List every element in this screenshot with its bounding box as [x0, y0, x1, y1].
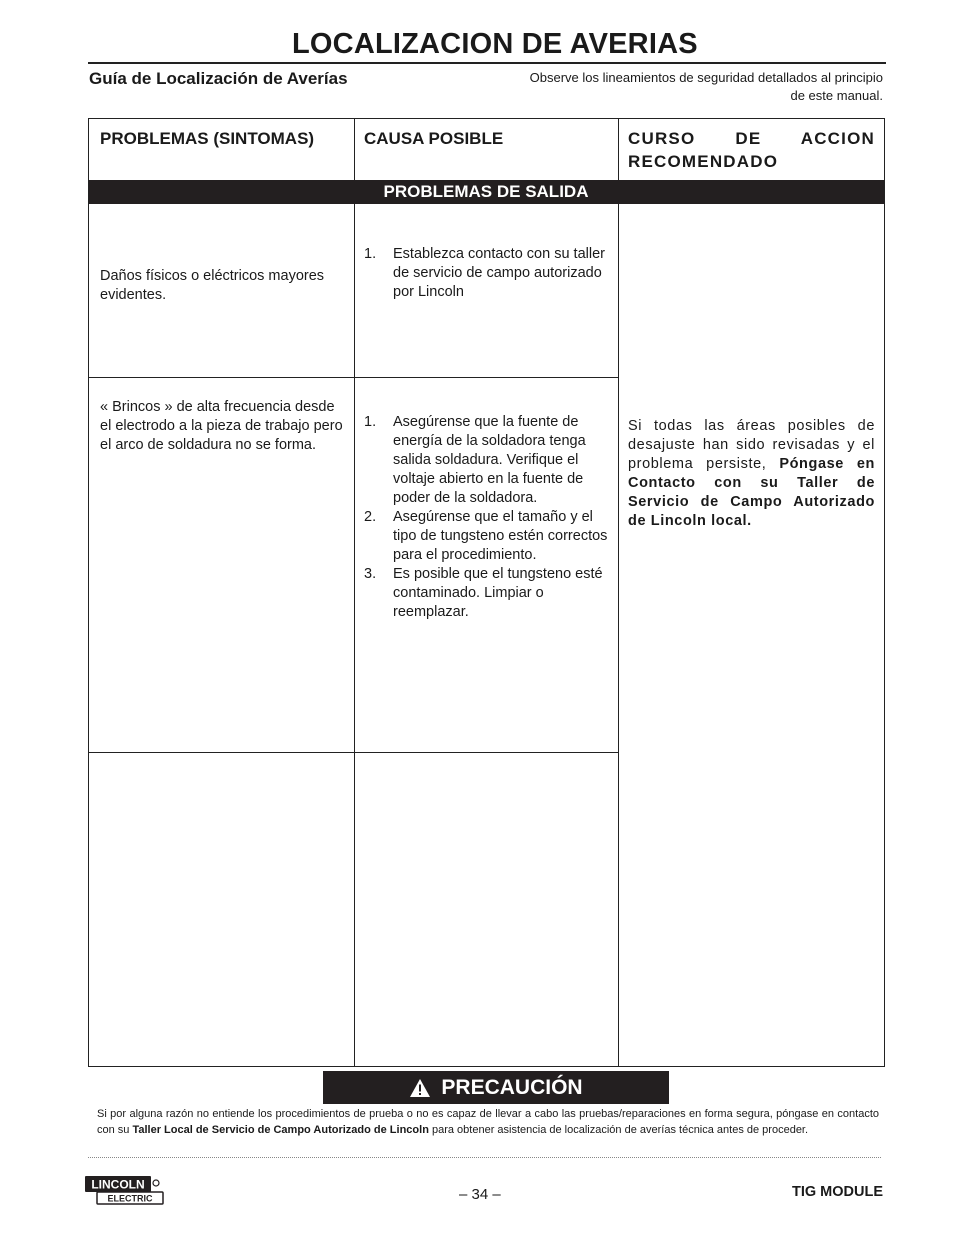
- item-text: Asegúrense que la fuente de energía de la soldadora tenga salida soldadura. Verifique el voltaje abierto en la fuente de poder de la soldadora.: [393, 414, 586, 506]
- action-bold-text: Póngase en Contacto con su Taller de Servicio de Campo Autorizado de Lincoln local.: [628, 456, 875, 529]
- list-item: [364, 508, 609, 565]
- action-plain-text: Si todas las áreas posibles de desajuste han sido revisadas y el problema persiste,: [628, 418, 875, 472]
- logo-text-bottom: ELECTRIC: [107, 1193, 153, 1204]
- problem-text-1: Daños físicos o eléctricos mayores evidentes.: [100, 268, 325, 303]
- row-divider: [89, 752, 618, 753]
- page-subtitle: Guía de Localización de Averías: [89, 69, 348, 88]
- caution-label: PRECAUCIÓN: [441, 1075, 583, 1099]
- logo-text-top: LINCOLN: [91, 1177, 145, 1192]
- problem-text-2: « Brincos » de alta frecuencia desde el electrodo a la pieza de trabajo pero el arco de soldadura no se forma.: [100, 399, 343, 453]
- caution-text-part: Si por alguna razón no entiende los procedimientos de prueba o no es capaz de llevar a cabo las pruebas/reparaciones en forma segura, póngase en contacto con su: [97, 1108, 879, 1136]
- column-divider: [618, 119, 619, 1066]
- caution-text: [97, 1106, 879, 1138]
- cause-list: [364, 413, 609, 622]
- model-name: TIG MODULE: [791, 1184, 883, 1200]
- item-number: 3.: [364, 566, 377, 582]
- list-item: [364, 245, 609, 302]
- column-header-cause: CAUSA POSIBLE: [364, 129, 504, 148]
- column-divider: [354, 119, 355, 1066]
- safety-note: Observe los lineamientos de seguridad detallados al principio de este manual.: [529, 70, 883, 103]
- caution-banner: [323, 1071, 669, 1104]
- cause-list: [364, 245, 609, 302]
- cause-list-1: [364, 245, 609, 302]
- recommended-action: [628, 417, 875, 531]
- list-item: [364, 413, 609, 508]
- footer-rule: [88, 1157, 881, 1158]
- section-band: [89, 180, 884, 204]
- lincoln-electric-logo: [84, 1175, 164, 1206]
- caution-text-bold: Taller Local de Servicio de Campo Autorizado de Lincoln: [132, 1124, 429, 1136]
- item-text: Establezca contacto con su taller de servicio de campo autorizado por Lincoln: [393, 246, 605, 300]
- page-number: – 34 –: [459, 1186, 501, 1203]
- item-number: 1.: [364, 246, 377, 262]
- cause-list-2: [364, 413, 609, 622]
- warning-triangle-icon: [409, 1078, 431, 1098]
- section-label: PROBLEMAS DE SALIDA: [383, 182, 589, 201]
- troubleshooting-table: [88, 118, 885, 1067]
- item-number: 1.: [364, 414, 377, 430]
- list-item: [364, 565, 609, 622]
- item-text: Es posible que el tungsteno esté contaminado. Limpiar o reemplazar.: [393, 566, 603, 620]
- item-text: Asegúrense que el tamaño y el tipo de tungsteno estén correctos para el procedimiento.: [393, 509, 608, 563]
- title-rule: [88, 62, 886, 64]
- page-title: LOCALIZACION DE AVERIAS: [292, 28, 698, 60]
- caution-text-part: para obtener asistencia de localización de averías técnica antes de proceder.: [428, 1124, 809, 1136]
- row-divider: [89, 377, 618, 378]
- column-header-action: CURSO DE ACCION RECOMENDADO: [628, 129, 875, 171]
- column-header-problems: PROBLEMAS (SINTOMAS): [100, 129, 315, 148]
- item-number: 2.: [364, 509, 377, 525]
